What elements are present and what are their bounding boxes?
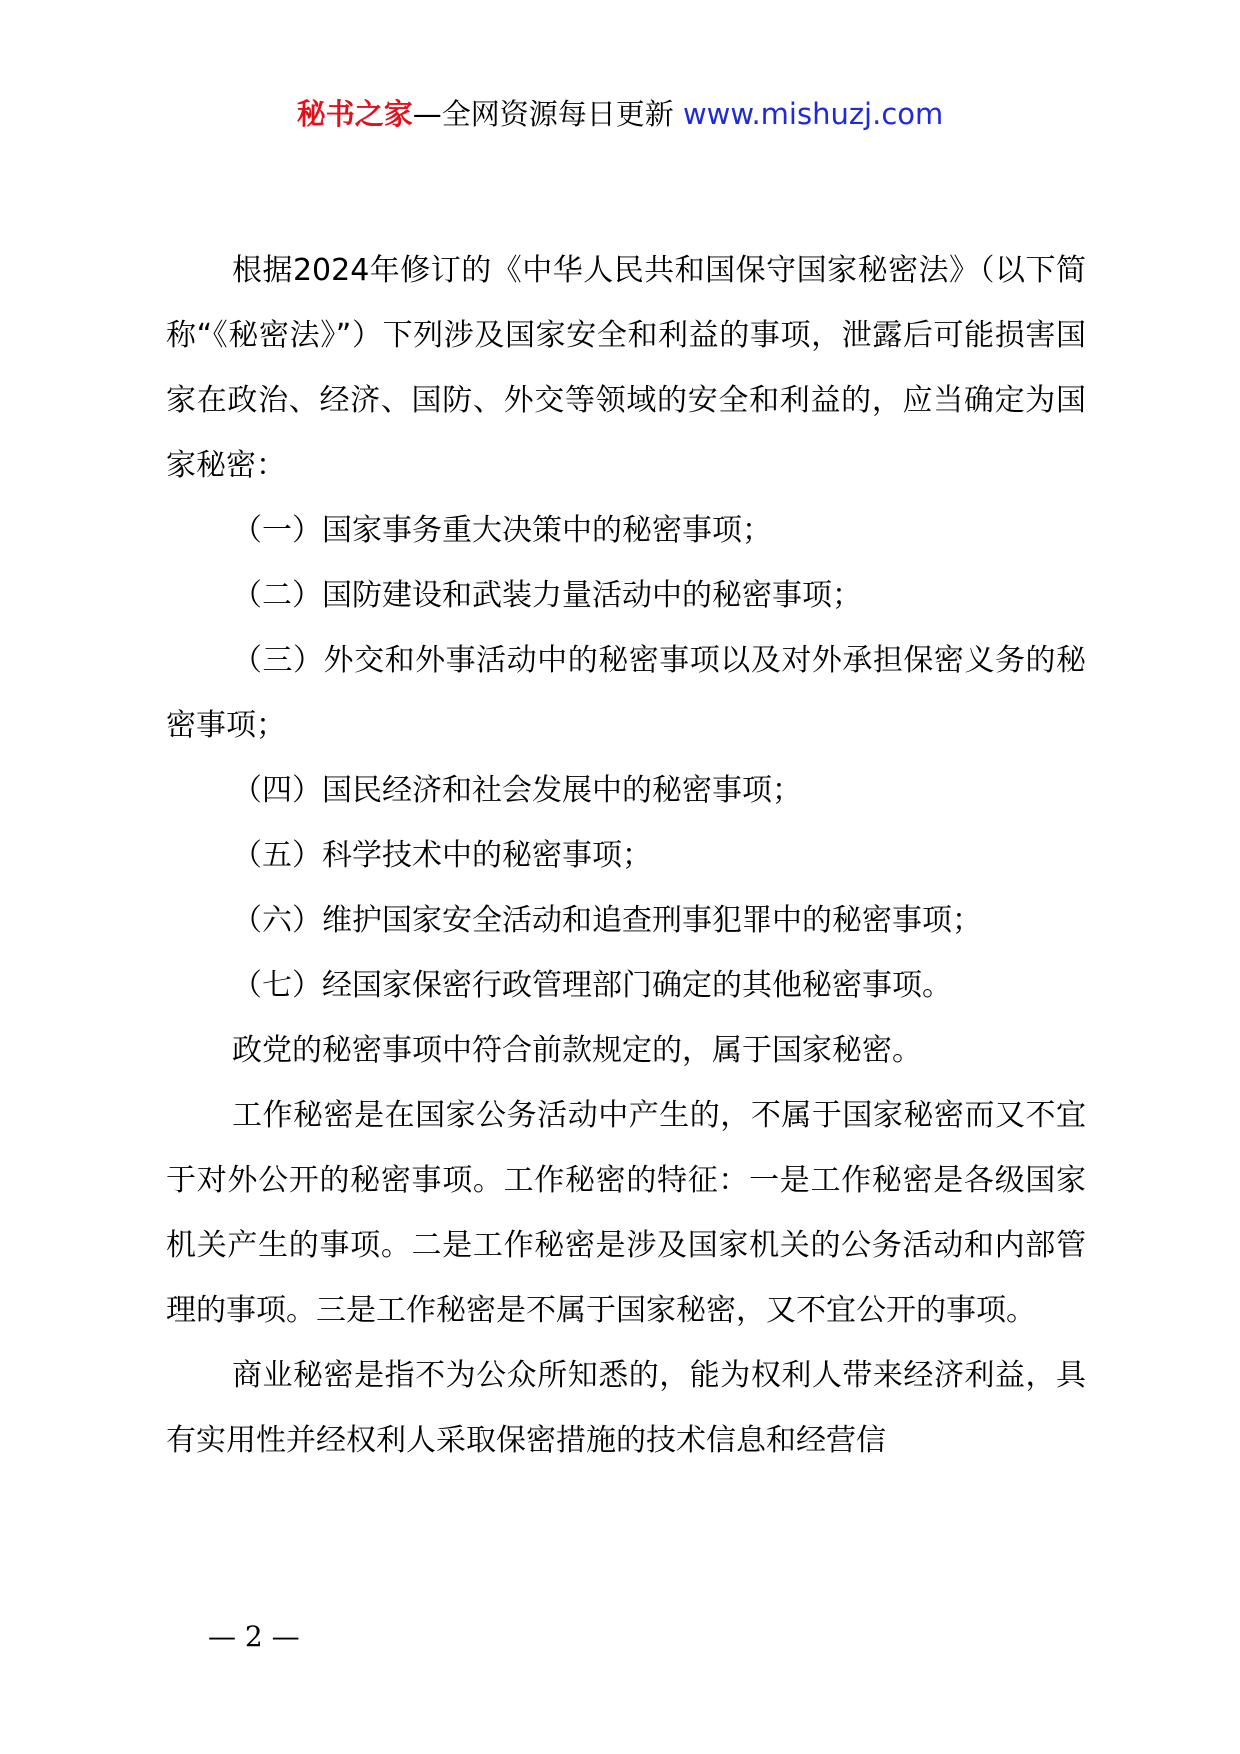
list-item-2: （二）国防建设和武装力量活动中的秘密事项； (232, 578, 862, 613)
list-item-5: （五）科学技术中的秘密事项； (232, 838, 652, 873)
list-item-6: （六）维护国家安全活动和追查刑事犯罪中的秘密事项； (232, 903, 982, 938)
paragraph-trade-secrets: 商业秘密是指不为公众所知悉的，能为权利人带来经济利益，具有实用性并经权利人采取保密措施的技术信息和经营信 (166, 1358, 1086, 1458)
site-brand: 秘书之家 (296, 97, 413, 131)
site-header (0, 94, 1240, 134)
list-item-1: （一）国家事务重大决策中的秘密事项； (232, 513, 772, 548)
paragraph-intro: 根据2024年修订的《中华人民共和国保守国家秘密法》（以下简称“《秘密法》”）下列涉及国家安全和利益的事项，泄露后可能损害国家在政治、经济、国防、外交等领域的安全和利益的，应当确定为国家秘密： (166, 253, 1086, 483)
list-item-3: （三）外交和外事活动中的秘密事项以及对外承担保密义务的秘密事项； (166, 643, 1086, 743)
document-body (166, 238, 1086, 1473)
paragraph-party-secrets: 政党的秘密事项中符合前款规定的，属于国家秘密。 (232, 1033, 922, 1068)
page-number: — 2 — (208, 1620, 300, 1653)
site-tagline: —全网资源每日更新 (412, 97, 674, 131)
paragraph-work-secrets: 工作秘密是在国家公务活动中产生的，不属于国家秘密而又不宜于对外公开的秘密事项。工作秘密的特征：一是工作秘密是各级国家机关产生的事项。二是工作秘密是涉及国家机关的公务活动和内部管理的事项。三是工作秘密是不属于国家秘密，又不宜公开的事项。 (166, 1098, 1086, 1328)
list-item-7: （七）经国家保密行政管理部门确定的其他秘密事项。 (232, 968, 952, 1003)
list-item-4: （四）国民经济和社会发展中的秘密事项； (232, 773, 802, 808)
site-url-link[interactable]: www.mishuzj.com (682, 97, 944, 131)
